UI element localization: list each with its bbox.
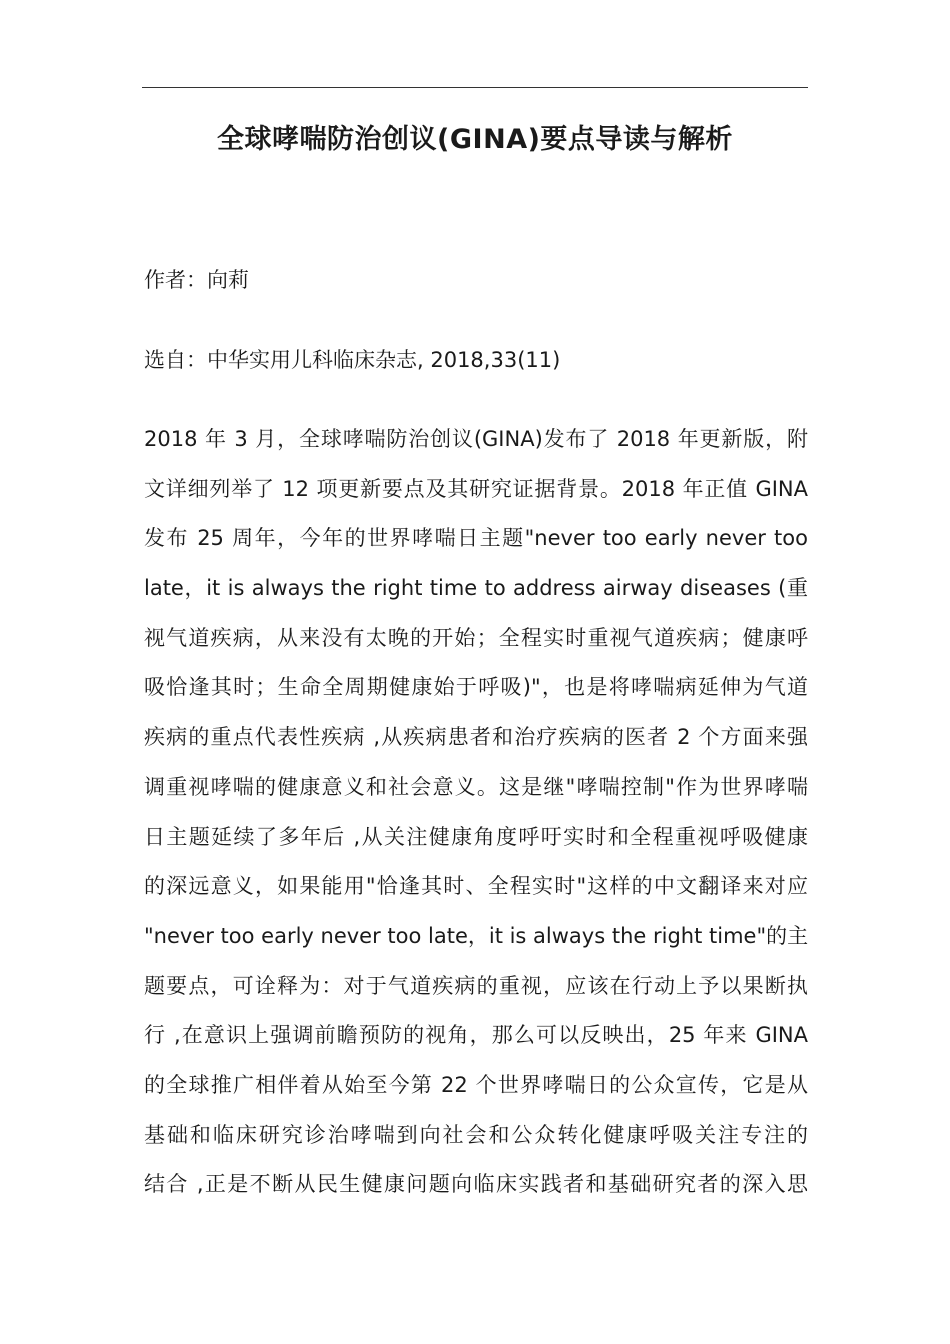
body-line: 调重视哮喘的健康意义和社会意义。这是继"哮喘控制"作为世界哮喘	[144, 774, 808, 799]
body-line: late，it is always the right time to address airway diseases (重	[144, 576, 808, 601]
body-line: 视气道疾病，从来没有太晚的开始；全程实时重视气道疾病；健康呼	[144, 625, 808, 650]
body-line: "never too early never too late，it is always the right time"的主	[144, 923, 809, 948]
body-line: 的全球推广相伴着从始至今第 22 个世界哮喘日的公众宣传，它是从	[144, 1072, 808, 1097]
document-title: 全球哮喘防治创议(GINA)要点导读与解析	[217, 124, 733, 155]
author-line: 作者：向莉	[144, 268, 249, 292]
body-line: 发布 25 周年，今年的世界哮喘日主题"never too early never too	[144, 526, 808, 551]
body-line: 题要点，可诠释为：对于气道疾病的重视，应该在行动上予以果断执	[144, 973, 808, 998]
body-line: 疾病的重点代表性疾病 ,从疾病患者和治疗疾病的医者 2 个方面来强	[144, 725, 808, 750]
body-line: 2018 年 3 月，全球哮喘防治创议(GINA)发布了 2018 年更新版，附	[144, 427, 808, 451]
source-line: 选自：中华实用儿科临床杂志, 2018,33(11)	[144, 348, 561, 372]
body-line: 的深远意义，如果能用"恰逢其时、全程实时"这样的中文翻译来对应	[144, 874, 808, 899]
body-line: 结合 ,正是不断从民生健康问题向临床实践者和基础研究者的深入思	[144, 1172, 808, 1197]
body-line: 基础和临床研究诊治哮喘到向社会和公众转化健康呼吸关注专注的	[144, 1122, 808, 1147]
body-line: 日主题延续了多年后 ,从关注健康角度呼吁实时和全程重视呼吸健康	[144, 824, 808, 849]
body-paragraph	[144, 415, 808, 1210]
body-line: 行 ,在意识上强调前瞻预防的视角，那么可以反映出，25 年来 GINA	[144, 1023, 808, 1048]
body-line: 文详细列举了 12 项更新要点及其研究证据背景。2018 年正值 GINA	[144, 476, 808, 501]
header-divider	[142, 87, 808, 88]
body-line: 吸恰逢其时；生命全周期健康始于呼吸)"，也是将哮喘病延伸为气道	[144, 675, 808, 700]
